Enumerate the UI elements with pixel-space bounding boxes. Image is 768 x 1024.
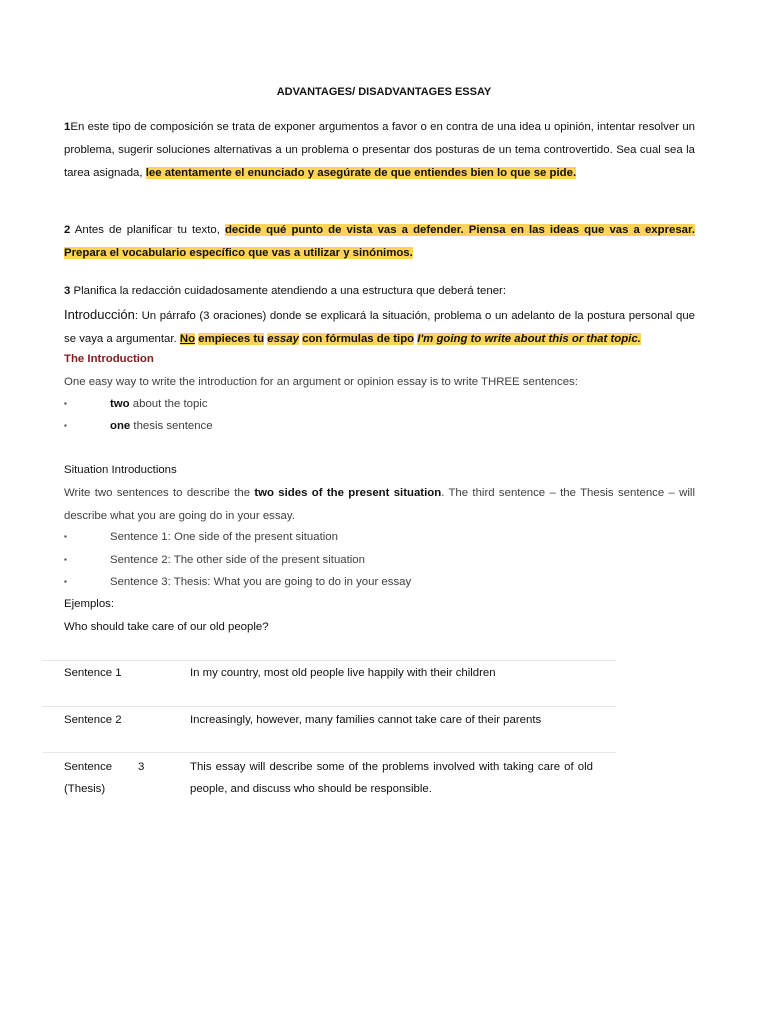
- paragraph-number: 2: [64, 224, 71, 236]
- bullet-bold: two: [110, 398, 130, 410]
- bullet-icon: ▪: [64, 421, 67, 430]
- introduccion-paragraph: [64, 303, 695, 351]
- highlight-con: con fórmulas de tipo: [302, 333, 415, 345]
- paragraph-text: Antes de planificar tu texto,: [70, 224, 225, 236]
- table-divider: [42, 706, 616, 707]
- table-row-text: Increasingly, however, many families cannot take care of their parents: [190, 714, 542, 726]
- introduccion-text: : Un párrafo (3 oraciones) donde se explicará la situación, problema o un adelanto de la postura personal que se vaya a argumentar.: [64, 310, 695, 345]
- bullet-text: about the topic: [129, 398, 208, 410]
- bullet-bold: one: [110, 420, 131, 432]
- intro-description: One easy way to write the introduction for an argument or opinion essay is to write THREE sentences:: [64, 376, 578, 388]
- paragraph-1: [64, 116, 695, 185]
- situation-desc-post: . The third sentence – the Thesis sentence – will describe what you are going do in your essay.: [64, 487, 695, 522]
- table-row-label: Sentence: [64, 761, 113, 773]
- bullet-icon: ▪: [64, 532, 67, 541]
- document-title: ADVANTAGES/ DISADVANTAGES ESSAY: [276, 86, 492, 98]
- bullet-icon: ▪: [64, 399, 67, 408]
- situation-desc-pre: Write two sentences to describe the: [64, 487, 255, 499]
- table-row-label: Sentence 2: [64, 714, 122, 726]
- paragraph-3: [64, 280, 695, 303]
- bullet-text: Sentence 1: One side of the present situation: [110, 531, 338, 543]
- paragraph-text: En este tipo de composición se trata de exponer argumentos a favor o en contra de una idea u opinión, intentar resolver un problema, sugerir soluciones alternativas a un problema o presentar dos posturas de un tema controvertido. Sea cual sea la tarea asignada,: [64, 121, 695, 179]
- highlight-no: No: [179, 333, 196, 345]
- bullet-text: thesis sentence: [130, 420, 213, 432]
- example-question: Who should take care of our old people?: [64, 621, 269, 633]
- highlighted-text: lee atentamente el enunciado y asegúrate de que entiendes bien lo que se pide.: [145, 167, 577, 179]
- paragraph-number: 3: [64, 285, 71, 297]
- bullet-icon: ▪: [64, 555, 67, 564]
- paragraph-text: Planifica la redacción cuidadosamente atendiendo a una estructura que deberá tener:: [70, 285, 507, 297]
- bullet-text: Sentence 2: The other side of the present situation: [110, 554, 365, 566]
- intro-heading: The Introduction: [64, 353, 154, 365]
- ejemplos-label: Ejemplos:: [64, 598, 115, 610]
- situation-heading: Situation Introductions: [64, 464, 177, 476]
- introduccion-label: Introducción: [64, 307, 135, 322]
- table-row-label: Sentence 1: [64, 667, 122, 679]
- table-divider: [42, 660, 616, 661]
- highlighted-text: decide qué punto de vista vas a defender. Piensa en las ideas que vas a expresar. Prepara el vocabulario específico que vas a utilizar y sinónimos.: [64, 224, 695, 259]
- highlight-quote: I'm going to write about this or that topic.: [417, 333, 641, 345]
- table-row-text: This essay will describe some of the problems involved with taking care of old people, and discuss who should be responsible.: [190, 761, 593, 795]
- table-row-text: In my country, most old people live happily with their children: [190, 667, 496, 679]
- table-row-label-thesis: (Thesis): [64, 783, 106, 795]
- bullet-text: Sentence 3: Thesis: What you are going to do in your essay: [110, 576, 412, 588]
- table-divider: [42, 752, 616, 753]
- highlight-empieces: empieces tu: [198, 333, 265, 345]
- bullet-icon: ▪: [64, 577, 67, 586]
- paragraph-2: [64, 219, 695, 265]
- situation-desc-bold: two sides of the present situation: [254, 487, 442, 499]
- situation-description: [64, 482, 695, 528]
- highlight-essay: essay: [267, 333, 299, 345]
- paragraph-number: 1: [64, 121, 71, 133]
- table-row-label-number: 3: [138, 761, 145, 773]
